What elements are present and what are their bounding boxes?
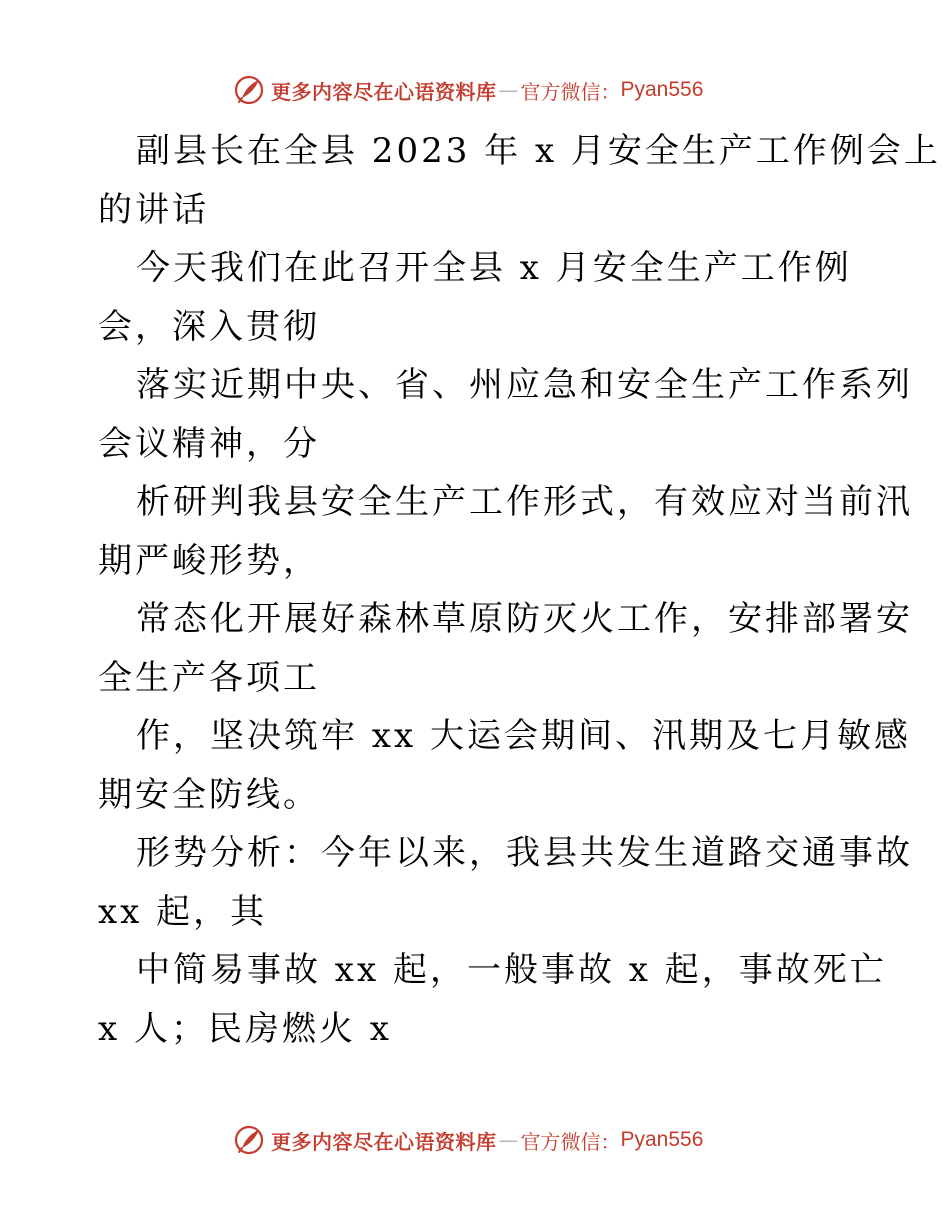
body-line: x 人；民房燃火 x bbox=[98, 1008, 392, 1049]
banner-main-text: 更多内容尽在心语资料库 bbox=[271, 1129, 497, 1154]
footer-watermark-banner bbox=[233, 1120, 703, 1160]
quill-pen-logo-icon bbox=[233, 1124, 265, 1156]
banner-separator: — bbox=[498, 1128, 519, 1152]
quill-pen-logo-icon bbox=[233, 74, 265, 106]
header-watermark-banner bbox=[233, 70, 703, 110]
document-body bbox=[98, 122, 941, 1058]
banner-wechat-id: Pyan556 bbox=[620, 78, 704, 101]
body-line: 全生产各项工 bbox=[98, 657, 320, 698]
body-line: 析研判我县安全生产工作形式，有效应对当前汛 bbox=[136, 482, 913, 522]
body-line: 会，深入贯彻 bbox=[98, 306, 320, 347]
body-line: 会议精神，分 bbox=[98, 423, 320, 464]
banner-main-text: 更多内容尽在心语资料库 bbox=[271, 79, 497, 104]
title-line-1: 副县长在全县 2023 年 x 月安全生产工作例会上 bbox=[136, 131, 941, 171]
body-line: 中简易事故 xx 起，一般事故 x 起，事故死亡 bbox=[136, 950, 887, 990]
body-line: 作，坚决筑牢 xx 大运会期间、汛期及七月敏感 bbox=[136, 716, 911, 756]
banner-official-label: 官方微信： bbox=[520, 79, 621, 104]
body-line: 今天我们在此召开全县 x 月安全生产工作例 bbox=[136, 248, 852, 288]
banner-wechat-id: Pyan556 bbox=[620, 1128, 704, 1151]
body-line: 常态化开展好森林草原防灭火工作，安排部署安 bbox=[136, 599, 913, 639]
body-line: 落实近期中央、省、州应急和安全生产工作系列 bbox=[136, 365, 913, 405]
banner-official-label: 官方微信： bbox=[520, 1129, 621, 1154]
title-line-2: 的讲话 bbox=[98, 189, 209, 230]
body-line: 形势分析：今年以来，我县共发生道路交通事故 bbox=[136, 833, 913, 873]
body-line: 期安全防线。 bbox=[98, 774, 320, 815]
banner-separator: — bbox=[498, 78, 519, 102]
body-line: 期严峻形势， bbox=[98, 540, 320, 581]
body-line: xx 起，其 bbox=[98, 891, 268, 932]
